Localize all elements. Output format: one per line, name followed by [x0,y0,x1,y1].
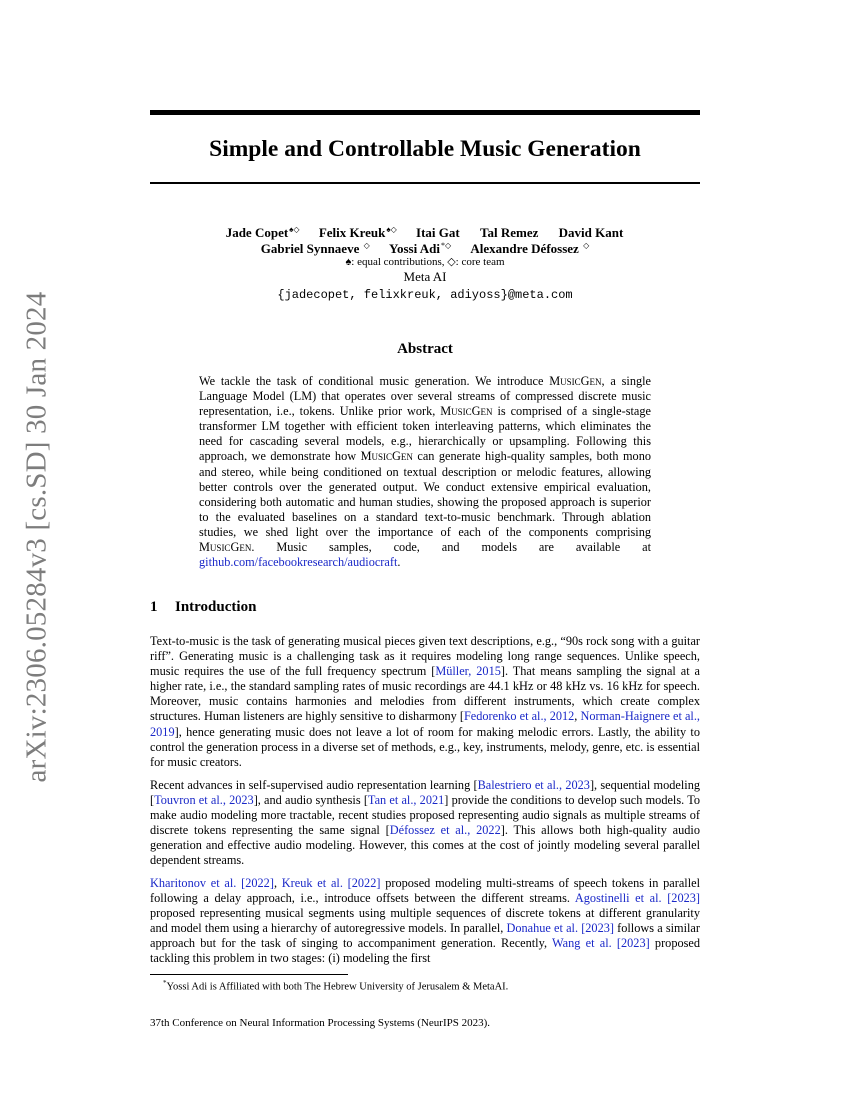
author: David Kant [558,225,624,240]
affiliation: Meta AI [403,269,447,284]
footnote-rule [150,974,348,975]
citation-link[interactable]: Agostinelli et al. [2023] [574,891,700,906]
abstract-body: We tackle the task of conditional music generation. We introduce MusicGen, a single Language Model (LM) that operates over several streams of compressed discrete music representation, i.e., tokens. Unlike prior work, MusicGen is comprised of a single-stage transformer LM together with efficient token interleaving patterns, which eliminates the need for cascading several models, e.g., hierarchically or upsampling. Following this approach, we demonstrate how MusicGen can generate high-quality samples, both mono and stereo, while being conditioned on textual description or melodic features, allowing better controls over the generated output. We conduct extensive empirical evaluation, considering both automatic and human studies, showing the proposed approach is superior to the evaluated baselines on a standard text-to-music benchmark. Through ablation studies, we shed light over the importance of each of the components comprising MusicGen. Music samples, code, and models are available at github.com/facebookresearch/audiocraft. [199,374,652,570]
citation-link[interactable]: Müller, 2015 [435,664,501,679]
contribution-note: ♠: equal contributions, ◇: core team [345,256,505,268]
citation-link[interactable]: Tan et al., 2021 [367,793,445,808]
citation-link[interactable]: Balestriero et al., 2023 [477,778,590,792]
title-bottom-rule [150,182,700,184]
author: Itai Gat [416,225,460,240]
section-heading: 1 Introduction [150,599,257,615]
audiocraft-link[interactable]: github.com/facebookresearch/audiocraft [199,555,398,570]
author: Yossi Adi*◇ [389,241,452,256]
citation-link[interactable]: Kharitonov et al. [2022] [150,876,274,890]
paper-title: Simple and Controllable Music Generation [209,136,641,162]
author: Tal Remez [480,225,539,240]
citation-link[interactable]: Défossez et al., 2022 [389,823,501,838]
citation-link[interactable]: Fedorenko et al., 2012 [463,709,575,724]
arxiv-stamp-text: arXiv:2306.05284v3 [cs.SD] 30 Jan 2024 [20,291,53,783]
title-top-rule [150,110,700,115]
abstract-heading: Abstract [397,341,453,357]
citation-link[interactable]: Touvron et al., 2023 [154,793,254,808]
author: Alexandre Défossez ◇ [470,241,590,256]
author: Felix Kreuk♠◇ [318,225,397,240]
author: Gabriel Synnaeve ◇ [260,241,370,256]
citation-link[interactable]: Wang et al. [2023] [552,936,650,951]
author: Jade Copet♠◇ [225,225,300,240]
intro-paragraph-2: Recent advances in self-supervised audio representation learning [Balestriero et al., 2023], sequential modeling [Touvron et al., 2023], and audio synthesis [Tan et al., 2021] provide the conditions to develop such models. To make audio modeling more tractable, recent studies proposed representing audio signals as multiple streams of discrete tokens representing the same signal [Défossez et al., 2022]. This allows both high-quality audio generation and effective audio modeling. However, this comes at the cost of jointly modeling several parallel dependent streams. [150,778,700,868]
footnote: *Yossi Adi is Affiliated with both The Hebrew University of Jerusalem & MetaAI. [163,979,509,993]
citation-link[interactable]: Donahue et al. [2023] [506,921,614,936]
intro-paragraph-1: Text-to-music is the task of generating musical pieces given text descriptions, e.g., “90s rock song with a guitar riff”. Generating music is a challenging task as it requires modeling long range sequences. Unlike speech, music requires the use of the full frequency spectrum [Müller, 2015]. That means sampling the signal at a higher rate, i.e., the standard sampling rates of music recordings are 44.1 kHz or 48 kHz vs. 16 kHz for speech. Moreover, music contains harmonies and melodies from different instruments, which create complex structures. Human listeners are highly sensitive to disharmony [Fedorenko et al., 2012, Norman-Haignere et al., 2019], hence generating music does not leave a lot of room for making melodic errors. Lastly, the ability to control the generation process in a diverse set of methods, e.g., key, instruments, melody, genre, etc. is essential for music creators. [150,634,700,769]
author-emails: {jadecopet, felixkreuk, adiyoss}@meta.com [277,288,573,302]
venue-line: 37th Conference on Neural Information Processing Systems (NeurIPS 2023). [150,1017,491,1029]
citation-link[interactable]: Kreuk et al. [2022] [281,876,381,890]
citation-link[interactable]: Norman-Haignere et al., 2019 [150,709,700,739]
intro-paragraph-3: Kharitonov et al. [2022], Kreuk et al. [2022] proposed modeling multi-streams of speech tokens in parallel following a delay approach, i.e., introduce offsets between the different streams. Agostinelli et al. [2023] proposed representing musical segments using multiple sequences of discrete tokens at different granularity and model them using a hierarchy of autoregressive models. In parallel, Donahue et al. [2023] follows a similar approach but for the task of singing to accompaniment generation. Recently, Wang et al. [2023] proposed tackling this problem in two stages: (i) modeling the first [150,876,701,966]
